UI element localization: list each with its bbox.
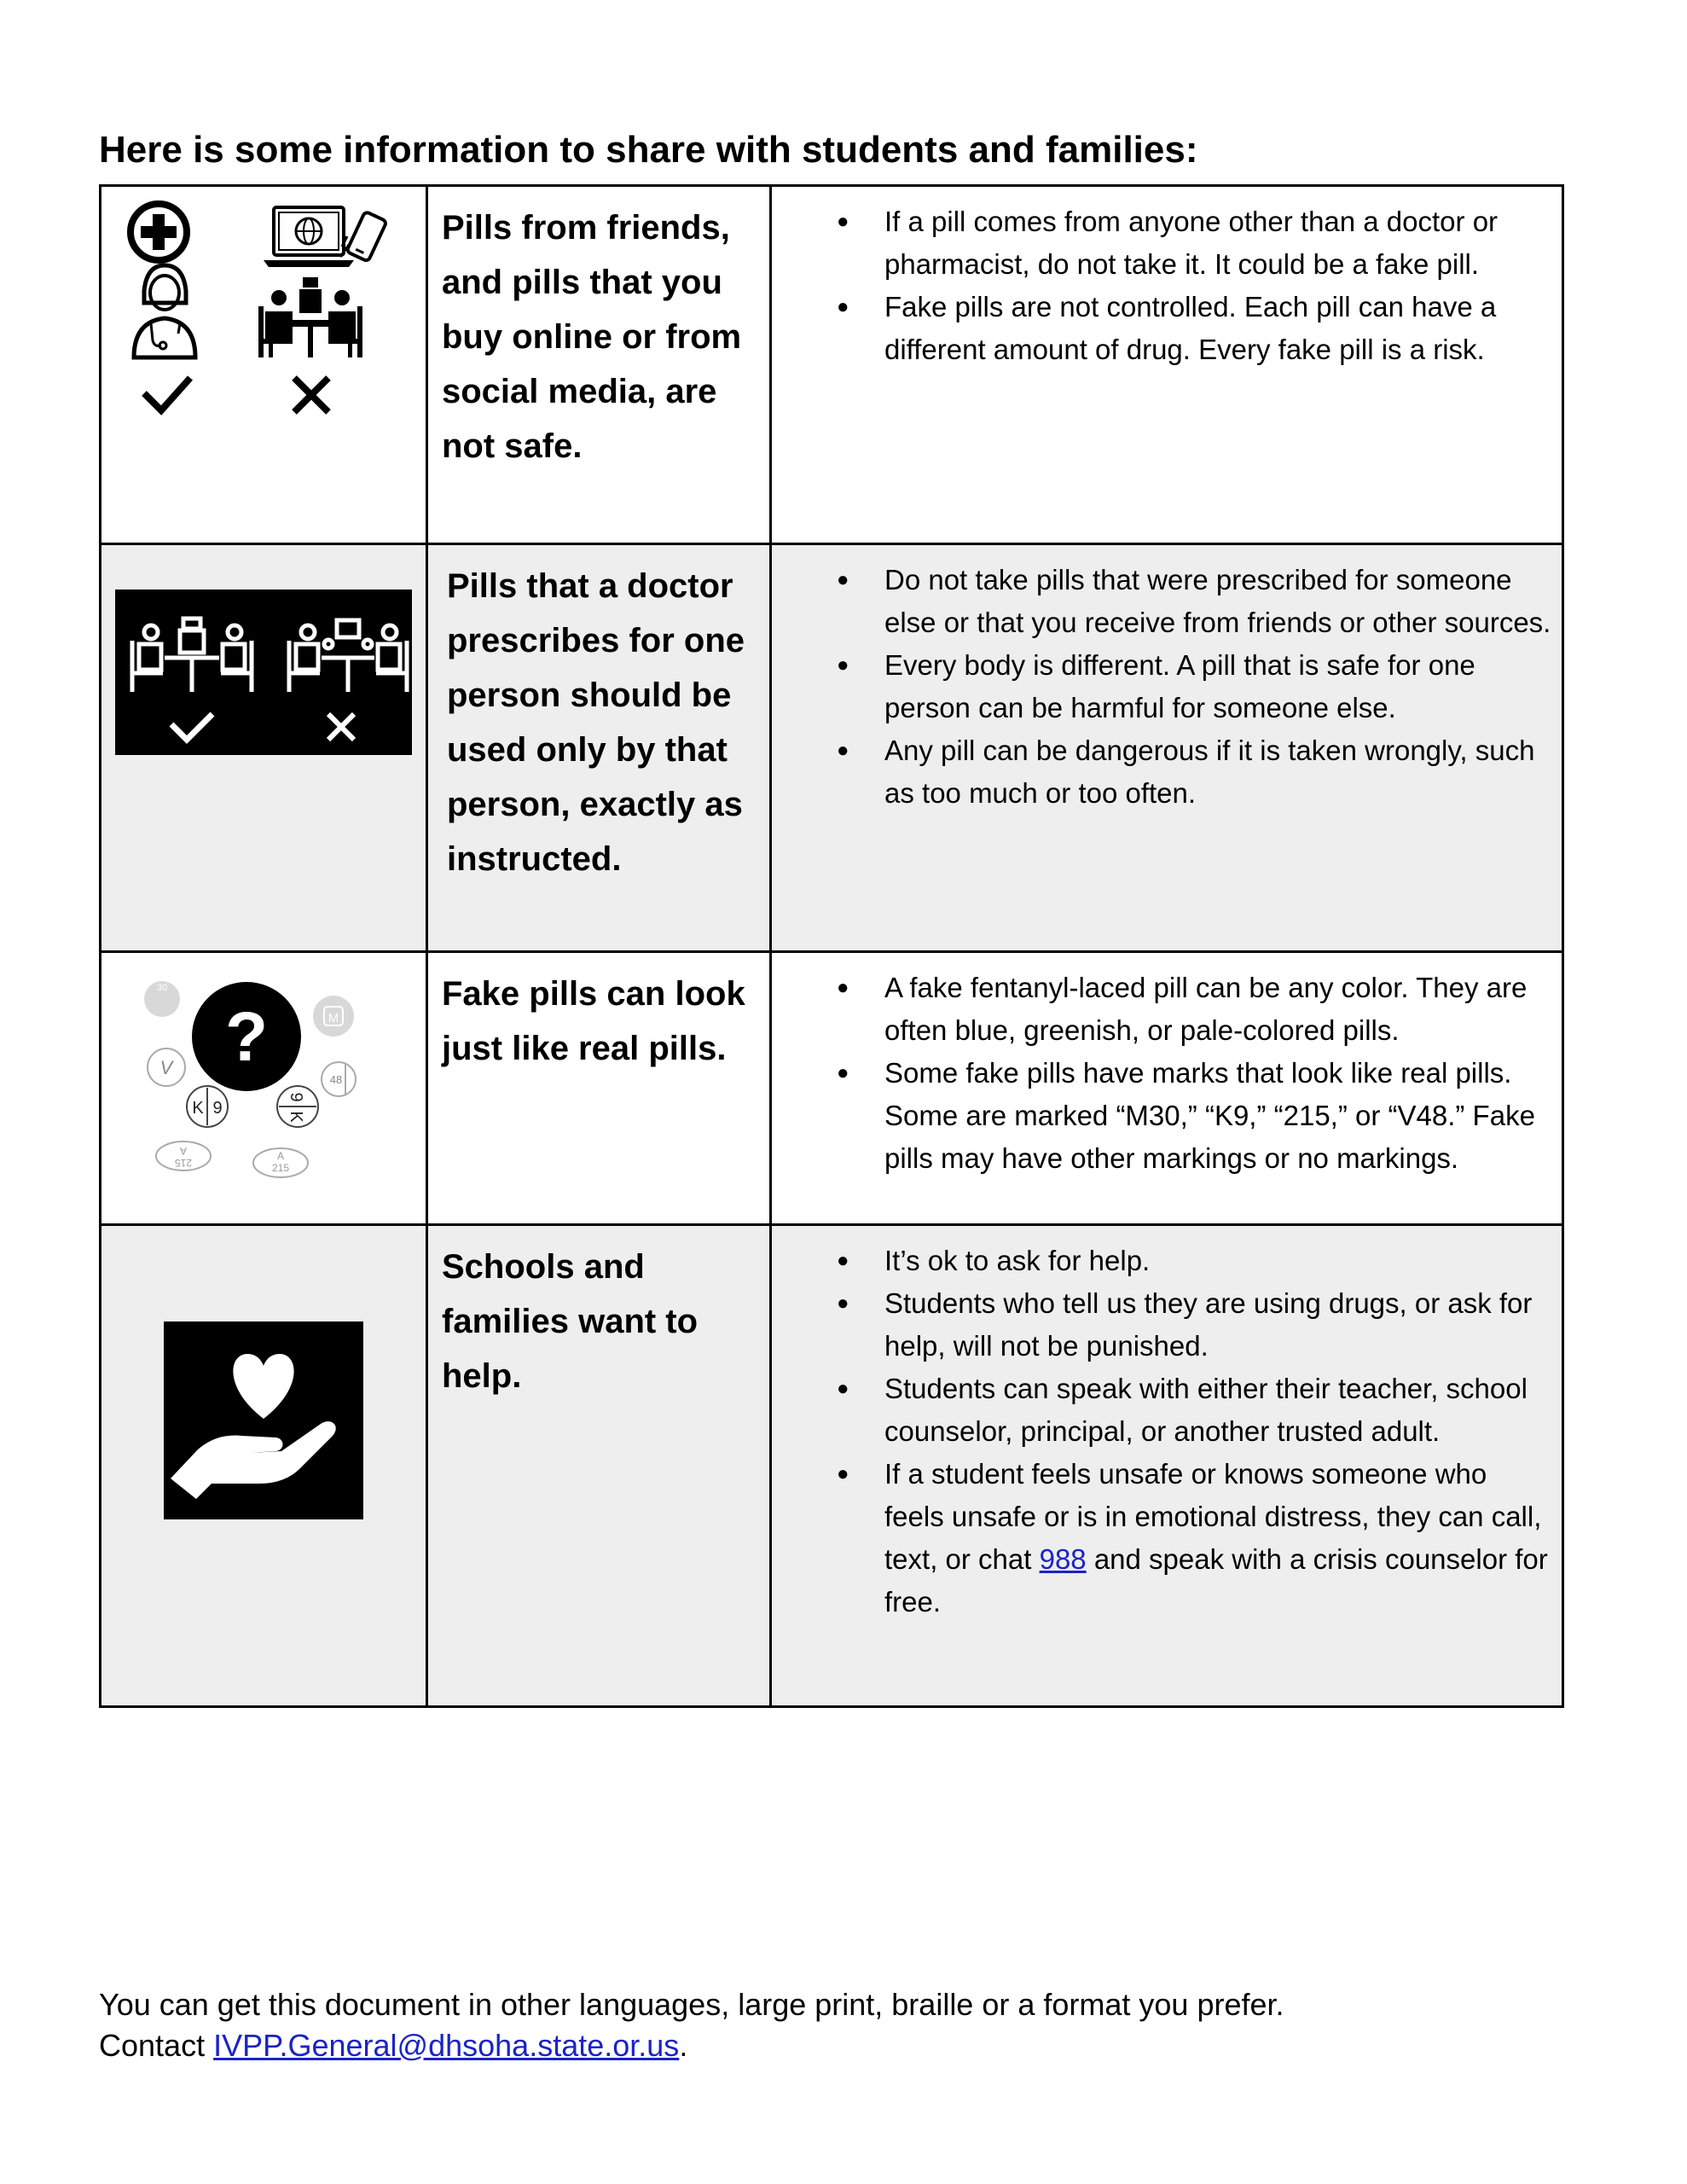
pill-icon	[156, 1141, 211, 1170]
table-row	[101, 544, 1563, 952]
footer-contact: Contact IVPP.General@dhsoha.state.or.us.	[99, 2028, 688, 2063]
crisis-line-link[interactable]: 988	[1039, 1543, 1087, 1575]
list-item: ● Do not take pills that were prescribed for someone else or that you receive from friends or other sources.	[837, 564, 1551, 638]
table-row	[101, 186, 1563, 544]
prescription-use-icon	[115, 590, 412, 755]
svg-text:M: M	[328, 1011, 339, 1025]
list-item: ● If a student feels unsafe or knows someone who feels unsafe or is in emotional distress, they can call, text, or chat 988 and speak with a crisis counselor for free.	[837, 1458, 1548, 1618]
icon-cell	[101, 1225, 427, 1707]
pill-icon	[322, 1062, 356, 1096]
heart-hand-icon	[164, 1321, 363, 1519]
list-item: ● Students can speak with either their teacher, school counselor, principal, or another trusted adult.	[837, 1373, 1528, 1447]
table-row	[101, 952, 1563, 1225]
bullet-list	[772, 187, 1562, 371]
topic-cell	[427, 952, 771, 1225]
svg-text:215: 215	[271, 1162, 290, 1174]
svg-text:48: 48	[329, 1073, 343, 1086]
topic-text: Pills from friends, and pills that you buy online or from social media, are not safe.	[442, 209, 742, 465]
detail-cell	[771, 544, 1563, 952]
list-item: ● Any pill can be dangerous if it is taken wrongly, such as too much or too often.	[837, 735, 1535, 809]
topic-text: Fake pills can look just like real pills.	[442, 975, 745, 1067]
fake-pills-icon-group	[144, 970, 383, 1192]
topic-cell	[427, 1225, 771, 1707]
svg-text:?: ?	[224, 998, 269, 1076]
list-item: ● It’s ok to ask for help.	[837, 1245, 1151, 1276]
topic-text: Pills that a doctor prescribes for one person should be used only by that person, exactly as instructed.	[447, 567, 745, 878]
table-row	[101, 1225, 1563, 1707]
topic-cell	[427, 186, 771, 544]
svg-text:K: K	[287, 1111, 305, 1123]
info-table	[99, 184, 1564, 1708]
phone-icon	[346, 212, 386, 262]
svg-text:V: V	[159, 1057, 173, 1078]
email-link[interactable]: IVPP.General@dhsoha.state.or.us	[213, 2028, 680, 2063]
pill-icon	[187, 1086, 228, 1127]
pill-icon	[277, 1086, 318, 1127]
topic-cell	[427, 544, 771, 952]
list-item: ● A fake fentanyl-laced pill can be any color. They are often blue, greenish, or pale-colored pills.	[837, 972, 1528, 1046]
pill-icon	[144, 981, 180, 1017]
detail-cell	[771, 952, 1563, 1225]
svg-text:9: 9	[287, 1092, 305, 1102]
list-item: ● Fake pills are not controlled. Each pill can have a different amount of drug. Every fake pill is a risk.	[837, 291, 1497, 365]
list-item: ● If a pill comes from anyone other than a doctor or pharmacist, do not take it. It could be a fake pill.	[837, 206, 1499, 280]
bullet-list	[772, 545, 1562, 815]
detail-cell	[771, 1225, 1563, 1707]
svg-text:215: 215	[174, 1157, 193, 1169]
topic-text: Schools and families want to help.	[442, 1248, 699, 1395]
question-mark-icon	[192, 982, 301, 1091]
checkmark-icon	[144, 378, 190, 410]
list-item: ● Some fake pills have marks that look like real pills. Some are marked “M30,” “K9,” “215,” or “V48.” Fake pills may have other markings or no markings.	[837, 1057, 1535, 1174]
bullet-list	[772, 1226, 1562, 1623]
x-mark-icon	[294, 378, 328, 412]
pill-icon	[253, 1148, 308, 1177]
page-title: Here is some information to share with students and families:	[99, 129, 1198, 171]
doctor-icon	[134, 265, 195, 357]
svg-text:A: A	[179, 1145, 188, 1157]
svg-text:K: K	[192, 1099, 204, 1118]
laptop-globe-icon	[264, 207, 354, 267]
svg-text:A: A	[276, 1150, 285, 1162]
pill-icon	[148, 1048, 185, 1086]
medical-cross-icon	[130, 204, 187, 260]
pill-sources-icon-group	[119, 195, 409, 417]
svg-text:30: 30	[156, 983, 168, 993]
list-item: ● Students who tell us they are using drugs, or ask for help, will not be punished.	[837, 1287, 1533, 1362]
icon-cell	[101, 952, 427, 1225]
icon-cell	[101, 186, 427, 544]
people-sharing-pills-icon	[258, 277, 362, 357]
icon-cell	[101, 544, 427, 952]
svg-text:9: 9	[212, 1099, 223, 1118]
footer	[99, 1984, 1284, 2066]
pill-icon	[313, 996, 354, 1037]
footer-note: You can get this document in other languages, large print, braille or a format you prefer.	[99, 1987, 1284, 2022]
detail-cell	[771, 186, 1563, 544]
bullet-list	[772, 953, 1562, 1180]
list-item: ● Every body is different. A pill that is safe for one person can be harmful for someone else.	[837, 649, 1475, 723]
